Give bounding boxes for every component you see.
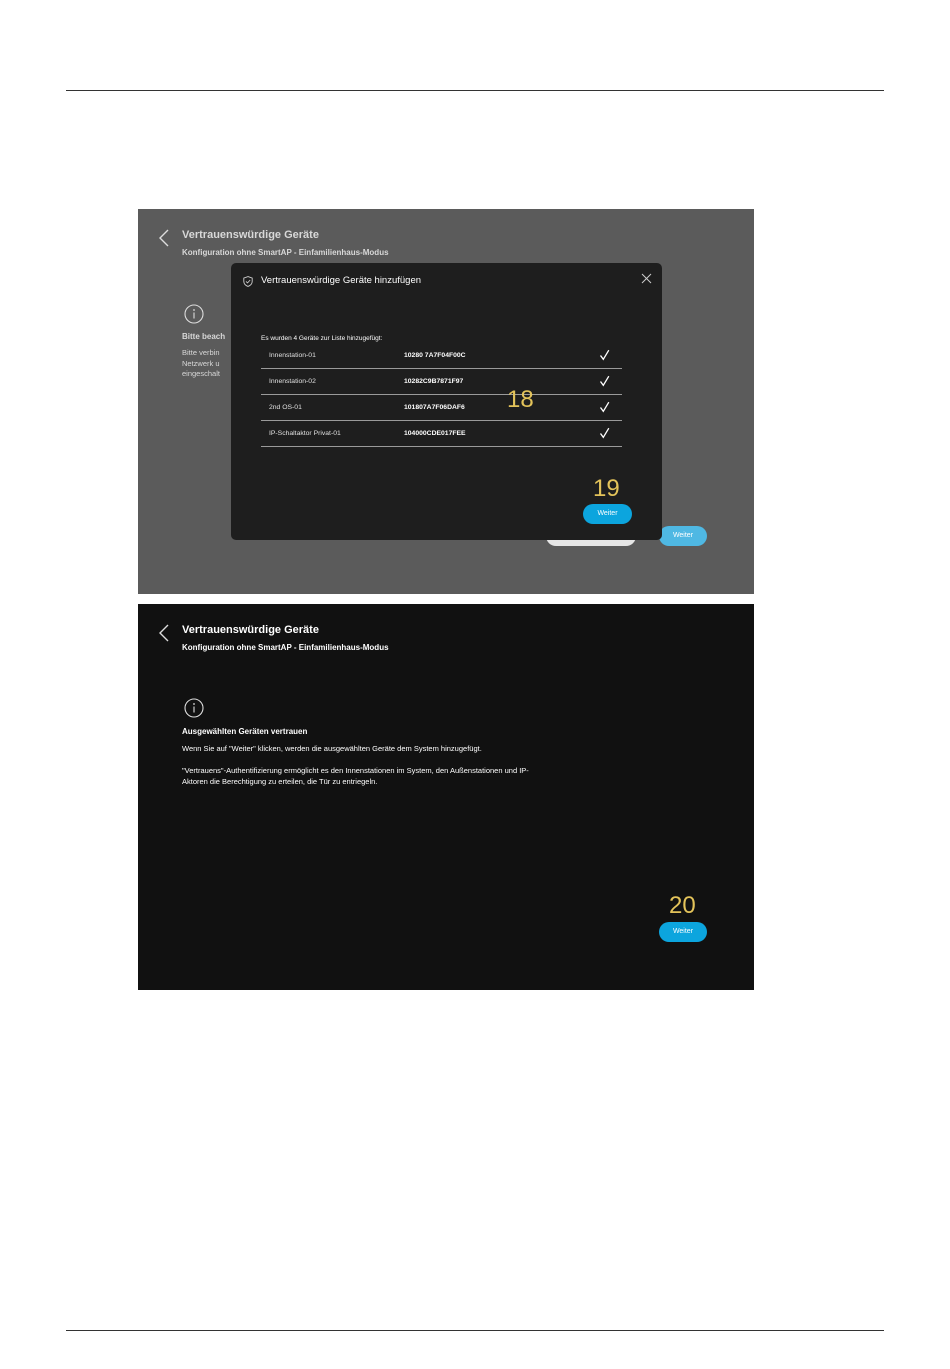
weiter-button[interactable]: Weiter	[583, 504, 632, 524]
weiter-button-background[interactable]: Weiter	[659, 526, 707, 546]
info-text: Bitte verbin Netzwerk u eingeschalt	[182, 348, 220, 378]
info-heading: Bitte beach	[182, 332, 226, 341]
device-id: 104000CDE017FEE	[404, 430, 466, 437]
info-paragraph: Wenn Sie auf "Weiter" klicken, werden die ausgewählten Geräte dem System hinzugefügt.	[182, 744, 482, 753]
shield-icon	[243, 276, 253, 287]
page-title: Vertrauenswürdige Geräte	[182, 229, 319, 241]
callout-number: 18	[507, 386, 534, 413]
checkmark-icon	[599, 375, 610, 387]
checkmark-icon	[599, 427, 610, 439]
callout-number: 20	[669, 892, 696, 919]
info-heading: Ausgewählten Geräten vertrauen	[182, 727, 308, 736]
device-id: 10280 7A7F04F00C	[404, 352, 466, 359]
checkmark-icon	[599, 401, 610, 413]
bottom-rule	[66, 1330, 884, 1331]
device-list	[261, 343, 622, 447]
device-list-intro: Es wurden 4 Geräte zur Liste hinzugefügt:	[261, 335, 383, 342]
chevron-left-icon[interactable]	[158, 229, 172, 247]
device-name: Innenstation-01	[269, 352, 316, 359]
modal-title: Vertrauenswürdige Geräte hinzufügen	[261, 275, 422, 286]
page-subtitle: Konfiguration ohne SmartAP - Einfamilienhaus-Modus	[182, 248, 389, 257]
page-subtitle: Konfiguration ohne SmartAP - Einfamilienhaus-Modus	[182, 643, 389, 652]
info-paragraph: "Vertrauens"-Authentifizierung ermöglicht es den Innenstationen im System, den Außenstationen und IP- Aktoren die Berechtigung zu erteilen, die Tür zu entriegeln.	[182, 766, 529, 786]
device-row	[261, 343, 622, 369]
top-rule	[66, 90, 884, 91]
checkmark-icon	[599, 349, 610, 361]
device-name: 2nd OS-01	[269, 404, 302, 411]
device-row	[261, 395, 622, 421]
screenshot-trusted-devices-dialog	[138, 209, 754, 594]
info-icon	[184, 304, 204, 324]
device-name: Innenstation-02	[269, 378, 316, 385]
screenshot-trust-confirmation	[138, 604, 754, 990]
device-id: 101807A7F06DAF6	[404, 404, 465, 411]
callout-number: 19	[593, 475, 620, 502]
close-icon[interactable]	[641, 273, 652, 284]
device-row	[261, 421, 622, 447]
device-row	[261, 369, 622, 395]
info-icon	[184, 698, 204, 718]
chevron-left-icon[interactable]	[158, 624, 172, 642]
weiter-button[interactable]: Weiter	[659, 922, 707, 942]
device-name: IP-Schaltaktor Privat-01	[269, 430, 341, 437]
device-id: 10282C9B7871F97	[404, 378, 464, 385]
page-title: Vertrauenswürdige Geräte	[182, 624, 319, 636]
